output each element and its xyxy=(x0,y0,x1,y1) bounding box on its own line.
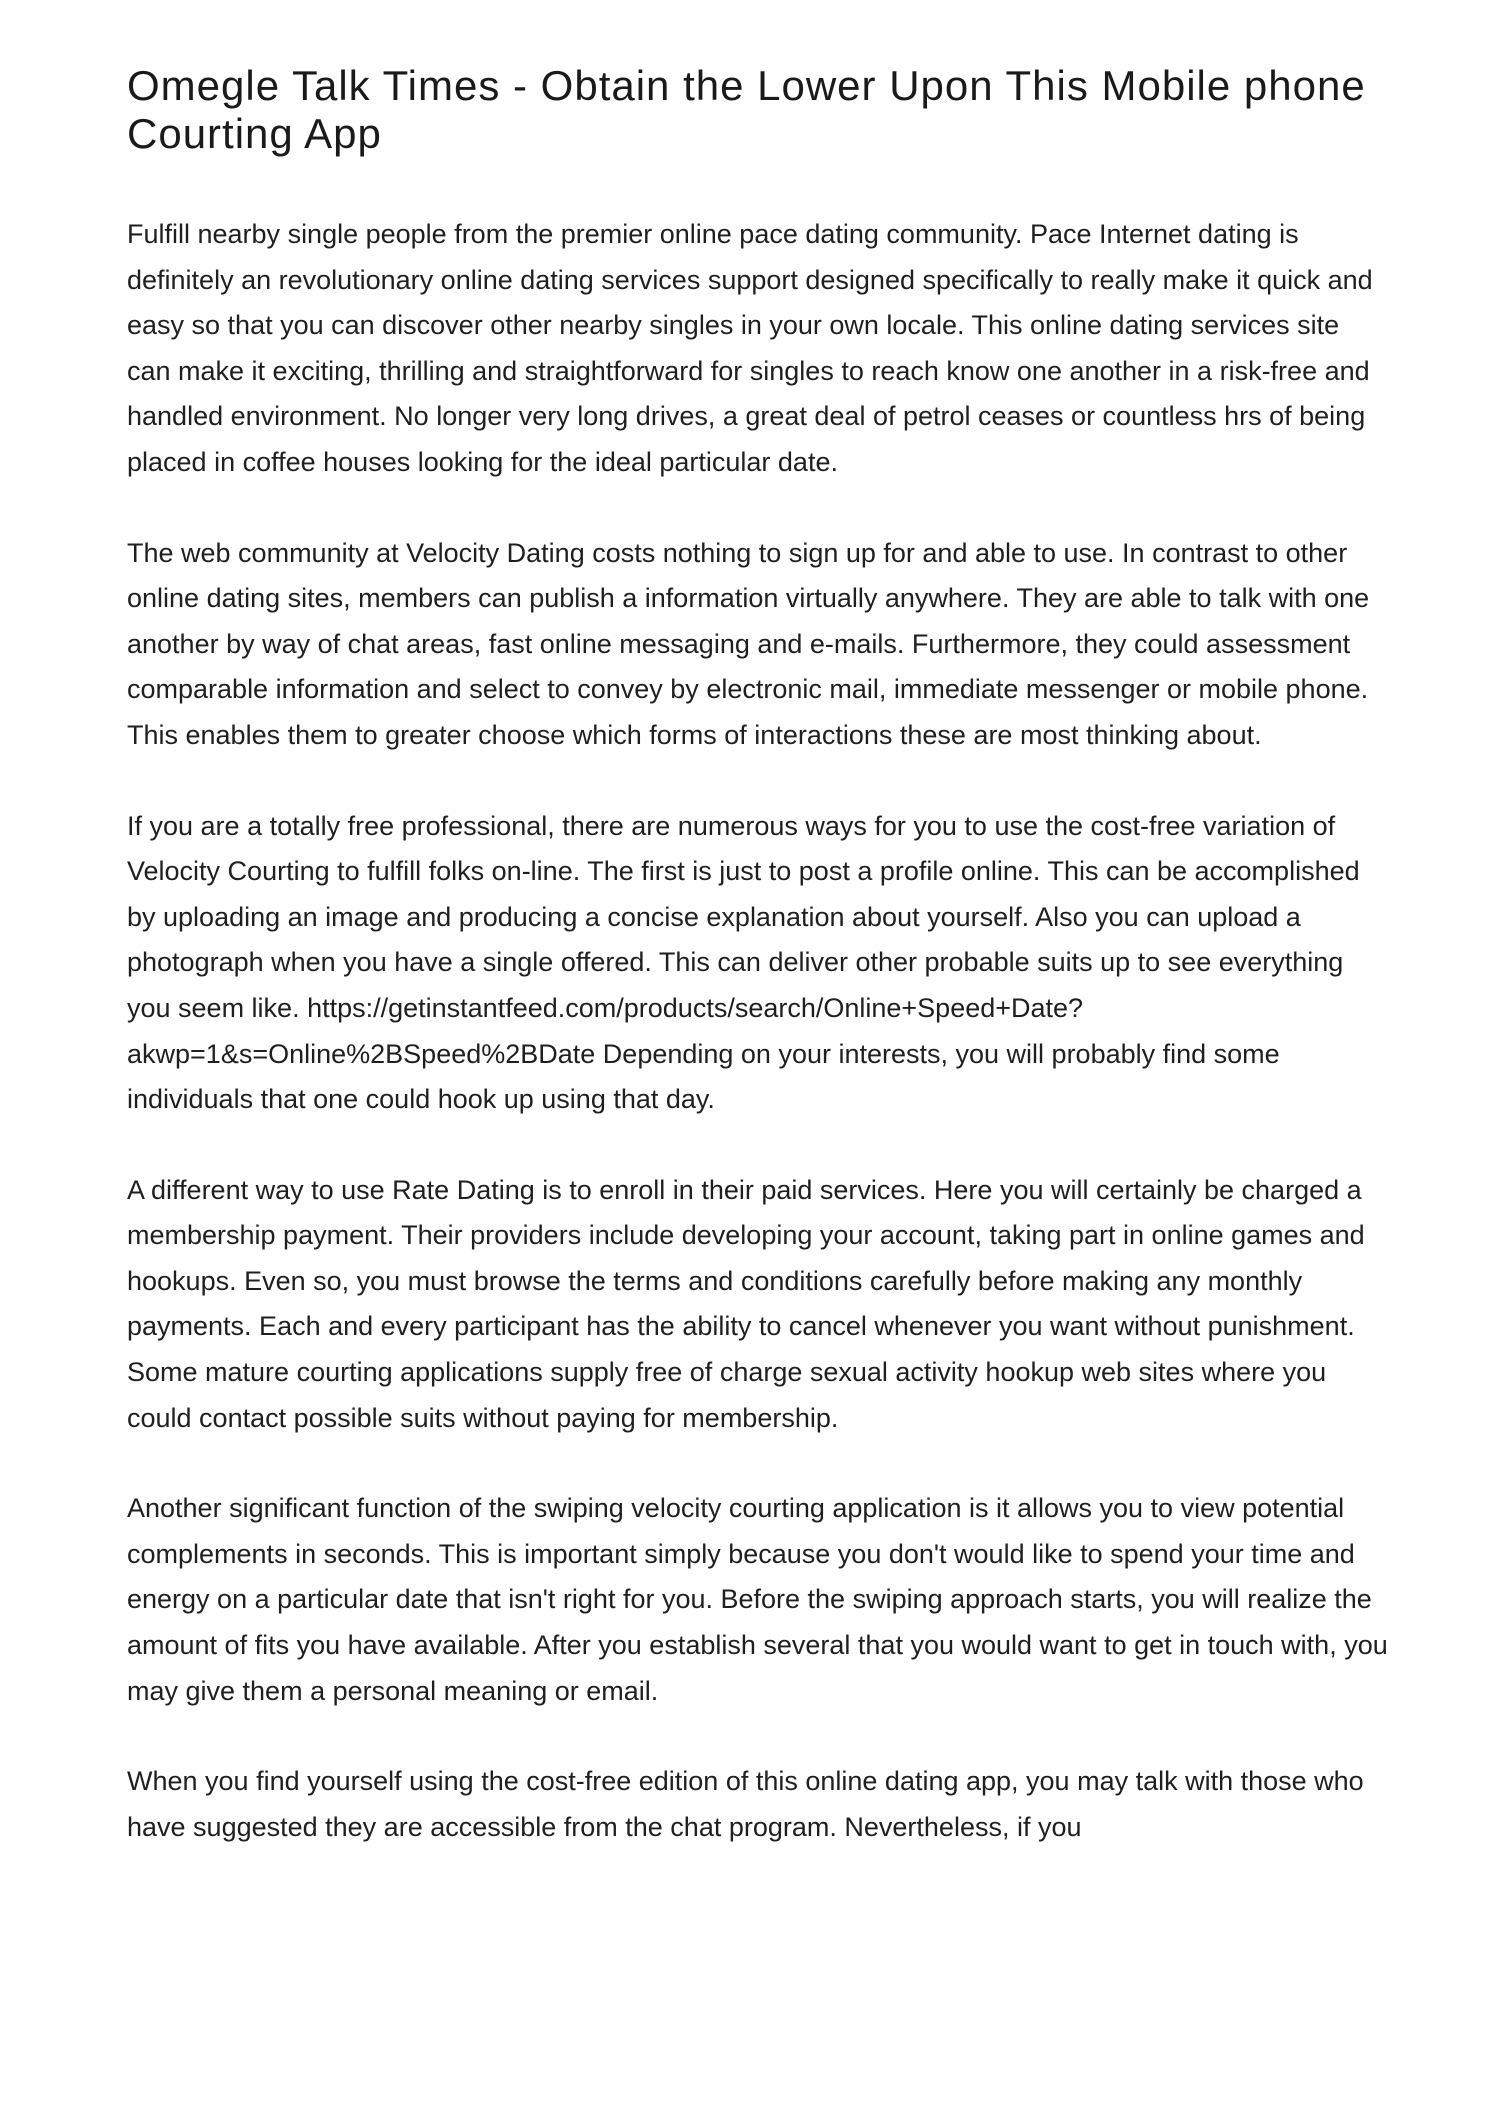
document-page xyxy=(127,62,1389,1895)
paragraph-5: Another significant function of the swiping velocity courting application is it allows you to view potential complements in seconds. This is important simply because you don't would like to spend your time and energy on a particular date that isn't right for you. Before the swiping approach starts, you will realize the amount of fits you have available. After you establish several that you would want to get in touch with, you may give them a personal meaning or email. xyxy=(127,1493,1388,1706)
paragraph-3: If you are a totally free professional, there are numerous ways for you to use the cost-free variation of Velocity Courting to fulfill folks on-line. The first is just to post a profile online. This can be accomplished by uploading an image and producing a concise explanation about yourself. Also you can upload a photograph when you have a single offered. This can deliver other probable suits up to see everything you seem like. https://getinstantfeed.com/products/search/Online+Speed+Date?akwp=1&s=Online%2BSpeed%2BDate Depending on your interests, you will probably find some individuals that one could hook up using that day. xyxy=(127,810,1360,1115)
paragraph-1: Fulfill nearby single people from the premier online pace dating community. Pace Internet dating is definitely an revolutionary online dating services support designed specifically to really make it quick and easy so that you can discover other nearby singles in your own locale. This online dating services site can make it exciting, thrilling and straightforward for singles to reach know one another in a risk-free and handled environment. No longer very long drives, a great deal of petrol ceases or countless hrs of being placed in coffee houses looking for the ideal particular date. xyxy=(127,219,1373,477)
paragraph-4: A different way to use Rate Dating is to enroll in their paid services. Here you will certainly be charged a membership payment. Their providers include developing your account, taking part in online games and hookups. Even so, you must browse the terms and conditions carefully before making any monthly payments. Each and every participant has the ability to cancel whenever you want without punishment. Some mature courting applications supply free of charge sexual activity hookup web sites where you could contact possible suits without paying for membership. xyxy=(127,1174,1365,1433)
paragraph-6: When you find yourself using the cost-free edition of this online dating app, you may talk with those who have suggested they are accessible from the chat program. Nevertheless, if you xyxy=(127,1766,1364,1842)
paragraph-2: The web community at Velocity Dating costs nothing to sign up for and able to use. In contrast to other online dating sites, members can publish a information virtually anywhere. They are able to talk with one another by way of chat areas, fast online messaging and e-mails. Furthermore, they could assessment comparable information and select to convey by electronic mail, immediate messenger or mobile phone. This enables them to greater choose which forms of interactions these are most thinking about. xyxy=(127,537,1370,750)
document-title: Omegle Talk Times - Obtain the Lower Upon This Mobile phone Courting App xyxy=(127,62,1366,157)
